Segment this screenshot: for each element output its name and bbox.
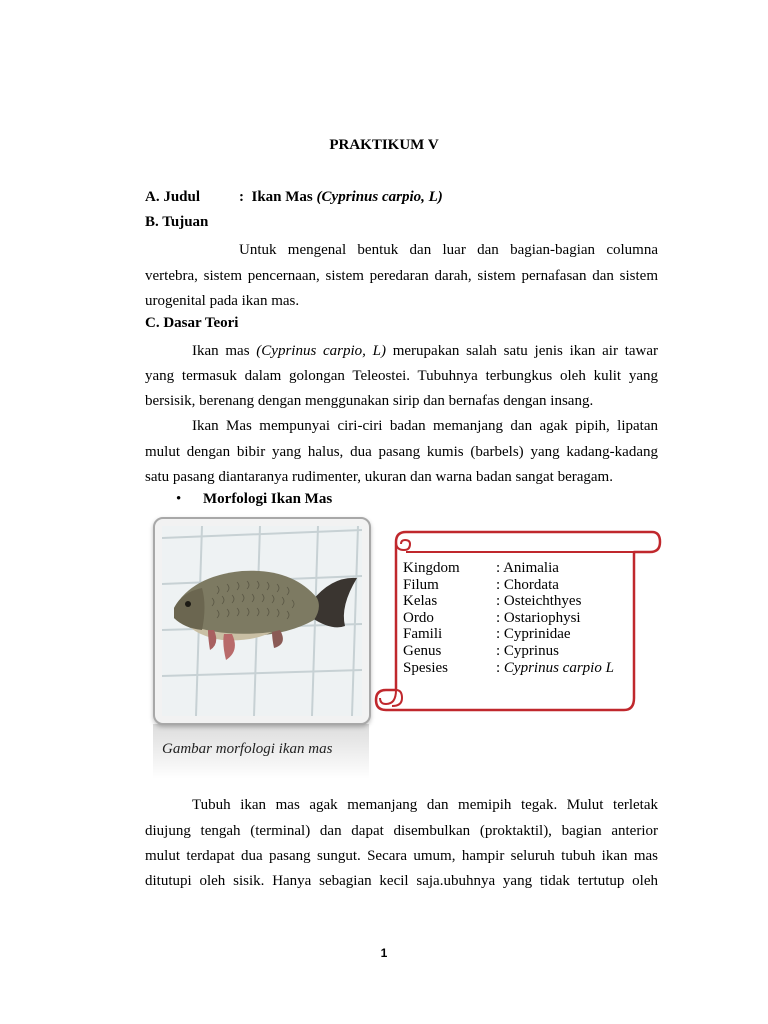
taxonomy-value-prefix: : xyxy=(496,659,504,676)
body-line-1: Tubuh ikan mas agak memanjang dan memipih tegak. Mulut terletak xyxy=(192,797,658,813)
judul-value-italic: (Cyprinus carpio, L) xyxy=(316,189,443,205)
photo-caption: Gambar morfologi ikan mas xyxy=(162,741,333,757)
taxonomy-value: : Animalia xyxy=(496,560,559,576)
fish-photo-frame xyxy=(153,517,371,725)
taxonomy-rank: Kelas xyxy=(403,593,438,610)
dasar-teori-p2-line-2: mulut dengan bibir yang halus, dua pasang kumis (barbels) yang kadang-kadang xyxy=(145,444,658,460)
judul-row xyxy=(145,189,443,206)
taxonomy-value: : Osteichthyes xyxy=(496,593,582,610)
taxonomy-row-filum xyxy=(403,577,614,594)
taxonomy-value: : Cyprinidae xyxy=(496,626,571,643)
morfologi-bullet: • xyxy=(176,491,182,507)
judul-value: Ikan Mas xyxy=(251,189,313,205)
dasar-teori-p2-line-3: satu pasang diantaranya rudimenter, ukuran dan warna badan sangat beragam. xyxy=(145,469,613,485)
fish-illustration xyxy=(162,526,362,716)
taxonomy-row-famili xyxy=(403,626,614,643)
tujuan-line-2: vertebra, sistem pencernaan, sistem peredaran darah, sistem pernafasan dan sistem xyxy=(145,268,658,284)
tujuan-line-1: Untuk mengenal bentuk dan luar dan bagian-bagian columna xyxy=(239,242,658,258)
taxonomy-rank: Famili xyxy=(403,626,443,643)
dasar-teori-p1-line-1 xyxy=(192,339,658,364)
taxonomy-rank: Genus xyxy=(403,642,442,659)
taxonomy-rank: Filum xyxy=(403,576,439,593)
p1-text-c: merupakan salah satu jenis ikan air tawar xyxy=(392,343,659,359)
page-title: PRAKTIKUM V xyxy=(329,137,439,153)
taxonomy-row-kingdom xyxy=(403,560,614,577)
judul-separator: : xyxy=(239,189,244,205)
taxonomy-row-kelas xyxy=(403,593,614,610)
p1-text-italic: (Cyprinus carpio, L) xyxy=(256,343,386,359)
body-line-4: ditutupi oleh sisik. Hanya sebagian kecil saja.ubuhnya yang tidak tertutup oleh xyxy=(145,873,658,889)
fish-photo xyxy=(162,526,362,716)
taxonomy-value: : Ostariophysi xyxy=(496,609,581,626)
taxonomy-rank: Ordo xyxy=(403,609,434,626)
taxonomy-value: : Cyprinus xyxy=(496,642,559,659)
taxonomy-row-genus xyxy=(403,643,614,660)
taxonomy-value: : Chordata xyxy=(496,576,559,593)
tujuan-heading: B. Tujuan xyxy=(145,214,209,230)
body-line-3: mulut terdapat dua pasang sungut. Secara umum, hampir seluruh tubuh ikan mas xyxy=(145,848,658,864)
dasar-teori-heading: C. Dasar Teori xyxy=(145,315,239,331)
judul-label: A. Judul xyxy=(145,189,201,205)
dasar-teori-p1-line-3: bersisik, berenang dengan menggunakan sirip dan bernafas dengan insang. xyxy=(145,393,594,409)
taxonomy-row-spesies xyxy=(403,660,614,677)
taxonomy-rank: Kingdom xyxy=(403,560,460,576)
taxonomy-row-ordo xyxy=(403,610,614,627)
dasar-teori-p1-line-2: yang termasuk dalam golongan Teleostei. Tubuhnya terbungkus oleh kulit yang xyxy=(145,368,658,384)
dasar-teori-p2-line-1: Ikan Mas mempunyai ciri-ciri badan memanjang dan agak pipih, lipatan xyxy=(192,418,658,434)
page-number: 1 xyxy=(380,946,388,960)
taxonomy-list xyxy=(403,560,614,676)
taxonomy-value-italic: Cyprinus carpio L xyxy=(503,659,614,676)
morfologi-heading: Morfologi Ikan Mas xyxy=(203,491,333,507)
taxonomy-rank: Spesies xyxy=(403,659,448,676)
tujuan-line-3: urogenital pada ikan mas. xyxy=(145,293,300,309)
body-line-2: diujung tengah (terminal) dan dapat disembulkan (proktaktil), bagian anterior xyxy=(145,823,658,839)
p1-text-a: Ikan mas xyxy=(192,343,250,359)
